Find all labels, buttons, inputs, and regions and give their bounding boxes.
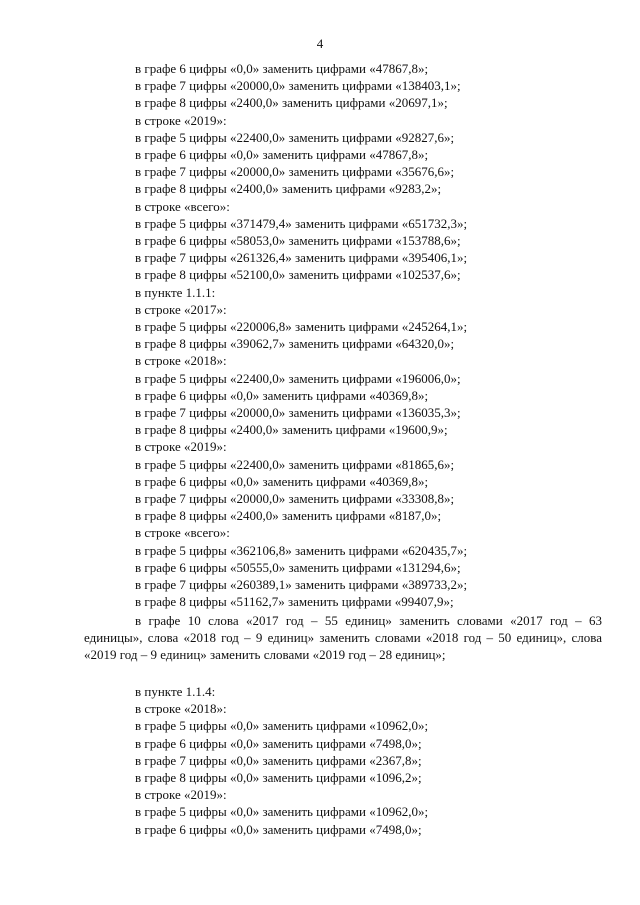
amendment-line: в графе 7 цифры «260389,1» заменить цифрами «389733,2»; <box>135 577 468 592</box>
amendment-line: в графе 6 цифры «0,0» заменить цифрами «47867,8»; <box>135 147 429 162</box>
amendment-line: в графе 7 цифры «261326,4» заменить цифрами «395406,1»; <box>135 250 468 266</box>
amendment-line: в графе 5 цифры «371479,4» заменить цифрами «651732,3»; <box>135 215 468 231</box>
amendment-line: в строке «всего»: <box>135 198 230 214</box>
amendment-line: в графе 8 цифры «52100,0» заменить цифрами «102537,6»; <box>135 267 461 283</box>
amendment-line: в графе 6 цифры «0,0» заменить цифрами «47867,8»; <box>135 61 429 76</box>
amendment-line: в графе 8 цифры «39062,7» заменить цифрами «64320,0»; <box>135 336 455 352</box>
amendment-line: в строке «2019»: <box>135 112 227 128</box>
amendment-line: в строке «2019»: <box>135 787 227 803</box>
page-number: 4 <box>316 36 324 51</box>
amendment-line: в пункте 1.1.4: <box>135 684 216 699</box>
amendment-line: в графе 8 цифры «2400,0» заменить цифрами «9283,2»; <box>135 181 442 197</box>
amendment-line: в графе 6 цифры «0,0» заменить цифрами «7498,0»; <box>135 735 422 751</box>
amendment-line: в строке «2017»: <box>135 301 227 317</box>
amendment-line: в строке «2018»: <box>135 353 227 369</box>
amendment-line: в графе 5 цифры «22400,0» заменить цифрами «92827,6»; <box>135 129 455 145</box>
amendment-line: в строке «всего»: <box>135 525 230 541</box>
amendment-line: в графе 8 цифры «51162,7» заменить цифрами «99407,9»; <box>135 594 454 610</box>
amendment-line: в графе 6 цифры «58053,0» заменить цифрами «153788,6»; <box>135 233 461 248</box>
amendment-line: в графе 8 цифры «2400,0» заменить цифрами «8187,0»; <box>135 508 442 524</box>
amendment-line: в графе 5 цифры «22400,0» заменить цифрами «81865,6»; <box>135 456 455 472</box>
amendment-line: в графе 8 цифры «2400,0» заменить цифрами «19600,9»; <box>135 422 448 438</box>
amendment-line: в графе 7 цифры «20000,0» заменить цифрами «33308,8»; <box>135 491 455 506</box>
amendment-line: в графе 5 цифры «22400,0» заменить цифрами «196006,0»; <box>135 370 461 386</box>
amendment-line: в графе 8 цифры «0,0» заменить цифрами «1096,2»; <box>135 770 422 785</box>
amendment-line: в графе 7 цифры «20000,0» заменить цифрами «138403,1»; <box>135 78 461 94</box>
amendment-line: в строке «2019»: <box>135 439 227 455</box>
amendment-paragraph: в графе 10 слова «2017 год – 55 единиц» заменить словами «2017 год – 63 единицы», слова «2018 год – 9 единиц» заменить словами «2018 год – 50 единиц», слова «2019 год – 9 единиц» заменить словами «2019 год – 28 единиц»; <box>84 613 602 663</box>
amendment-line: в графе 6 цифры «50555,0» заменить цифрами «131294,6»; <box>135 559 461 575</box>
amendment-line: в графе 5 цифры «0,0» заменить цифрами «10962,0»; <box>135 804 429 820</box>
amendment-line: в графе 5 цифры «220006,8» заменить цифрами «245264,1»; <box>135 319 468 334</box>
amendment-line: в графе 8 цифры «2400,0» заменить цифрами «20697,1»; <box>135 95 448 111</box>
amendment-line: в графе 7 цифры «20000,0» заменить цифрами «136035,3»; <box>135 405 461 420</box>
amendment-line: в графе 6 цифры «0,0» заменить цифрами «40369,8»; <box>135 473 429 489</box>
amendment-line: в графе 6 цифры «0,0» заменить цифрами «7498,0»; <box>135 821 422 837</box>
amendment-line: в графе 6 цифры «0,0» заменить цифрами «40369,8»; <box>135 387 429 403</box>
amendment-line: в графе 7 цифры «20000,0» заменить цифрами «35676,6»; <box>135 164 455 180</box>
amendment-line: в графе 5 цифры «362106,8» заменить цифрами «620435,7»; <box>135 542 468 558</box>
amendment-line: в пункте 1.1.1: <box>135 284 216 300</box>
amendment-line: в строке «2018»: <box>135 701 227 717</box>
amendment-line: в графе 5 цифры «0,0» заменить цифрами «10962,0»; <box>135 718 429 734</box>
amendment-line: в графе 7 цифры «0,0» заменить цифрами «2367,8»; <box>135 752 422 768</box>
